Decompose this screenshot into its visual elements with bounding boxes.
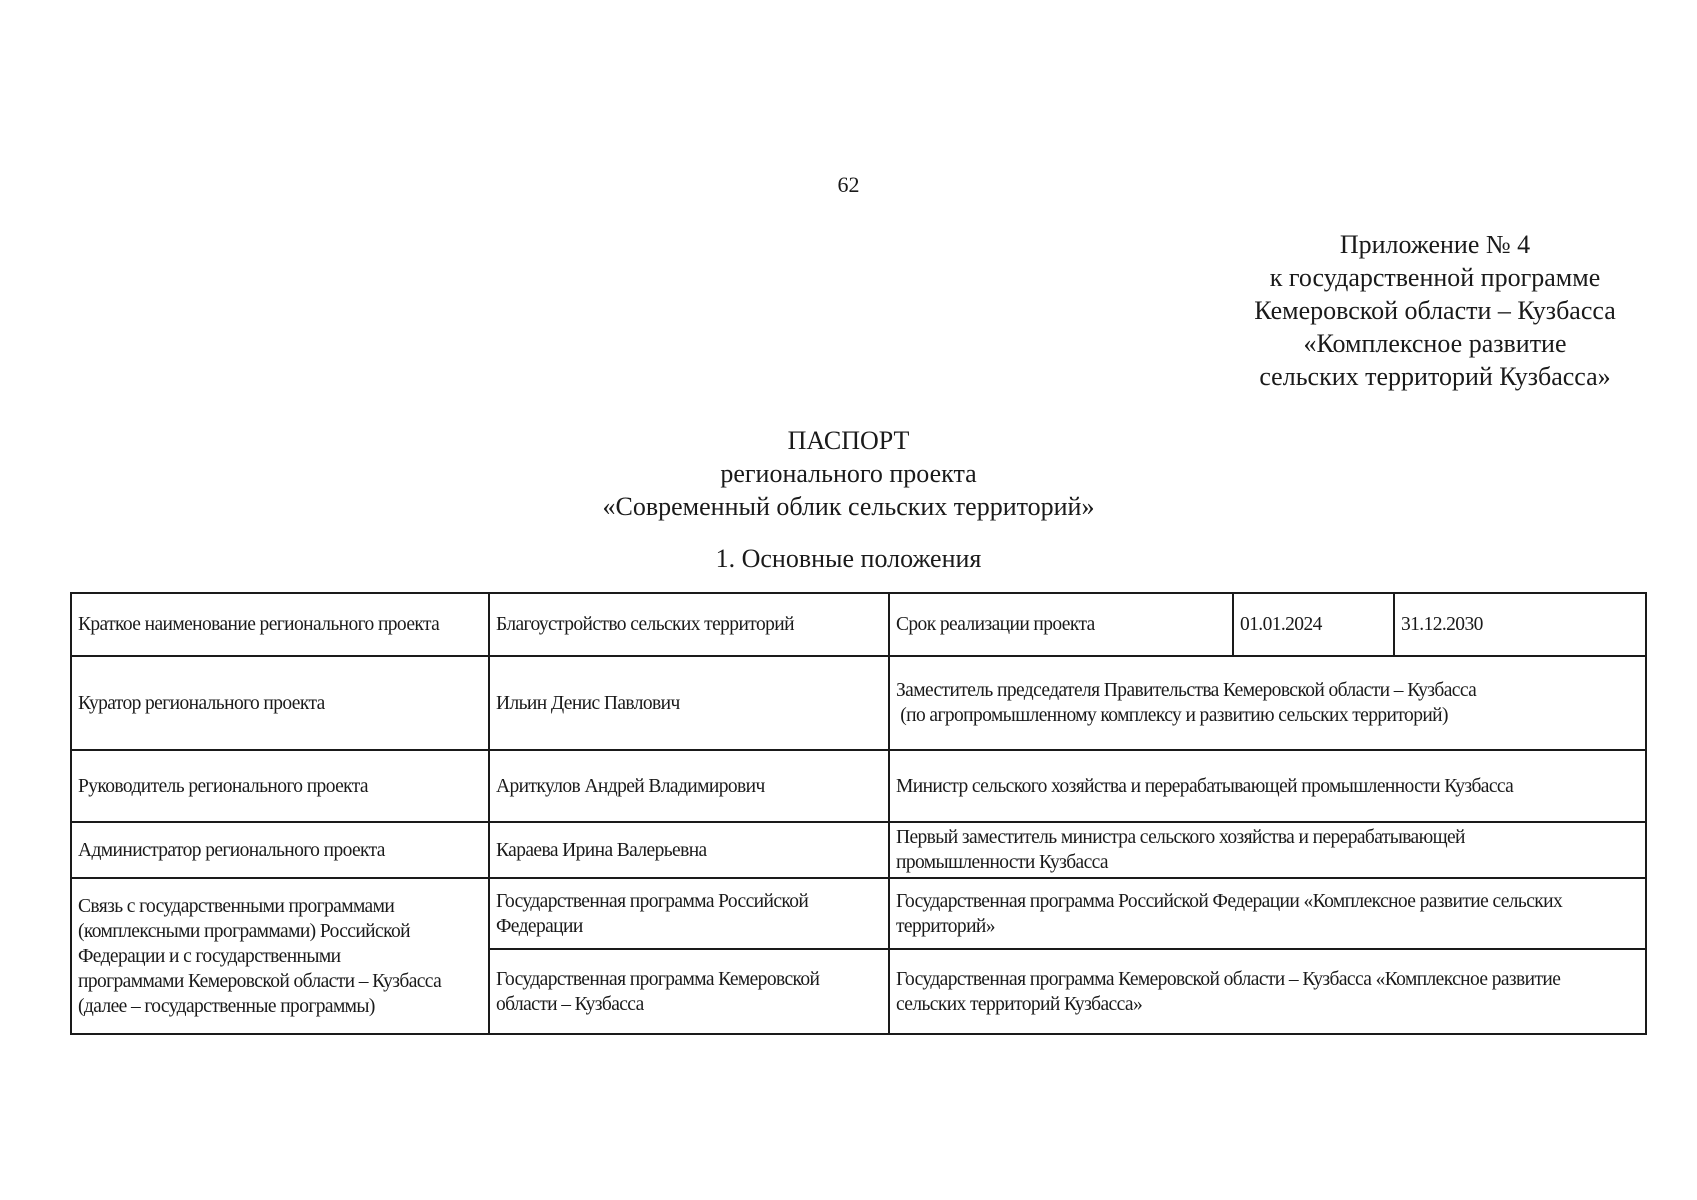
appendix-line: «Комплексное развитие — [1303, 329, 1567, 358]
curator-position — [889, 656, 1646, 750]
curator-position-line: Заместитель председателя Правительства Кемеровской области – Кузбасса — [896, 680, 1477, 701]
administrator-position-line: промышленности Кузбасса — [896, 852, 1108, 873]
document-heading — [0, 424, 1697, 523]
passport-table — [70, 592, 1647, 1035]
table-row — [71, 593, 1646, 656]
table-row — [71, 656, 1646, 750]
head-position: Министр сельского хозяйства и перерабатывающей промышленности Кузбасса — [889, 750, 1646, 822]
appendix-line: к государственной программе — [1269, 263, 1601, 292]
curator-position-line: (по агропромышленному комплексу и развитию сельских территорий) — [896, 705, 1448, 726]
program-type — [489, 878, 889, 949]
programs-label-line: Связь с государственными программами — [78, 895, 395, 917]
head-name: Ариткулов Андрей Владимирович — [489, 750, 889, 822]
program-type-line: Федерации — [496, 915, 583, 937]
administrator-position — [889, 822, 1646, 878]
period-label: Срок реализации проекта — [889, 593, 1233, 656]
table-row — [71, 878, 1646, 949]
page-number: 62 — [837, 172, 860, 197]
project-name: «Современный облик сельских территорий» — [602, 492, 1095, 521]
table-row — [71, 822, 1646, 878]
short-name-label: Краткое наименование регионального проекта — [71, 593, 489, 656]
program-type-line: Государственная программа Российской — [496, 890, 809, 912]
start-date: 01.01.2024 — [1233, 593, 1394, 656]
administrator-name: Караева Ирина Валерьевна — [489, 822, 889, 878]
program-type-line: Государственная программа Кемеровской — [496, 968, 820, 990]
programs-label — [71, 878, 489, 1034]
programs-label-line: (комплексными программами) Российской — [78, 920, 410, 942]
program-name-line: сельских территорий Кузбасса» — [896, 993, 1143, 1015]
program-name — [889, 949, 1646, 1034]
programs-label-line: Федерации и с государственными — [78, 945, 341, 967]
administrator-position-line: Первый заместитель министра сельского хозяйства и перерабатывающей — [896, 827, 1465, 848]
curator-label: Куратор регионального проекта — [71, 656, 489, 750]
appendix-header — [1220, 228, 1650, 393]
program-type-line: области – Кузбасса — [496, 993, 644, 1015]
program-name — [889, 878, 1646, 949]
head-label: Руководитель регионального проекта — [71, 750, 489, 822]
programs-label-line: программами Кемеровской области – Кузбасса — [78, 970, 442, 992]
end-date: 31.12.2030 — [1394, 593, 1646, 656]
table-row — [71, 750, 1646, 822]
section-title: 1. Основные положения — [715, 544, 982, 573]
programs-label-line: (далее – государственные программы) — [78, 995, 375, 1017]
appendix-line: Кемеровской области – Кузбасса — [1254, 296, 1616, 325]
program-name-line: Государственная программа Российской Федерации «Комплексное развитие сельских — [896, 890, 1563, 912]
document-title: ПАСПОРТ — [787, 426, 910, 455]
curator-name: Ильин Денис Павлович — [489, 656, 889, 750]
document-subtitle: регионального проекта — [720, 459, 977, 488]
program-type — [489, 949, 889, 1034]
appendix-line: Приложение № 4 — [1339, 230, 1531, 259]
program-name-line: Государственная программа Кемеровской области – Кузбасса «Комплексное развитие — [896, 968, 1561, 990]
administrator-label: Администратор регионального проекта — [71, 822, 489, 878]
appendix-line: сельских территорий Кузбасса» — [1259, 362, 1611, 391]
short-name-value: Благоустройство сельских территорий — [489, 593, 889, 656]
program-name-line: территорий» — [896, 915, 995, 937]
